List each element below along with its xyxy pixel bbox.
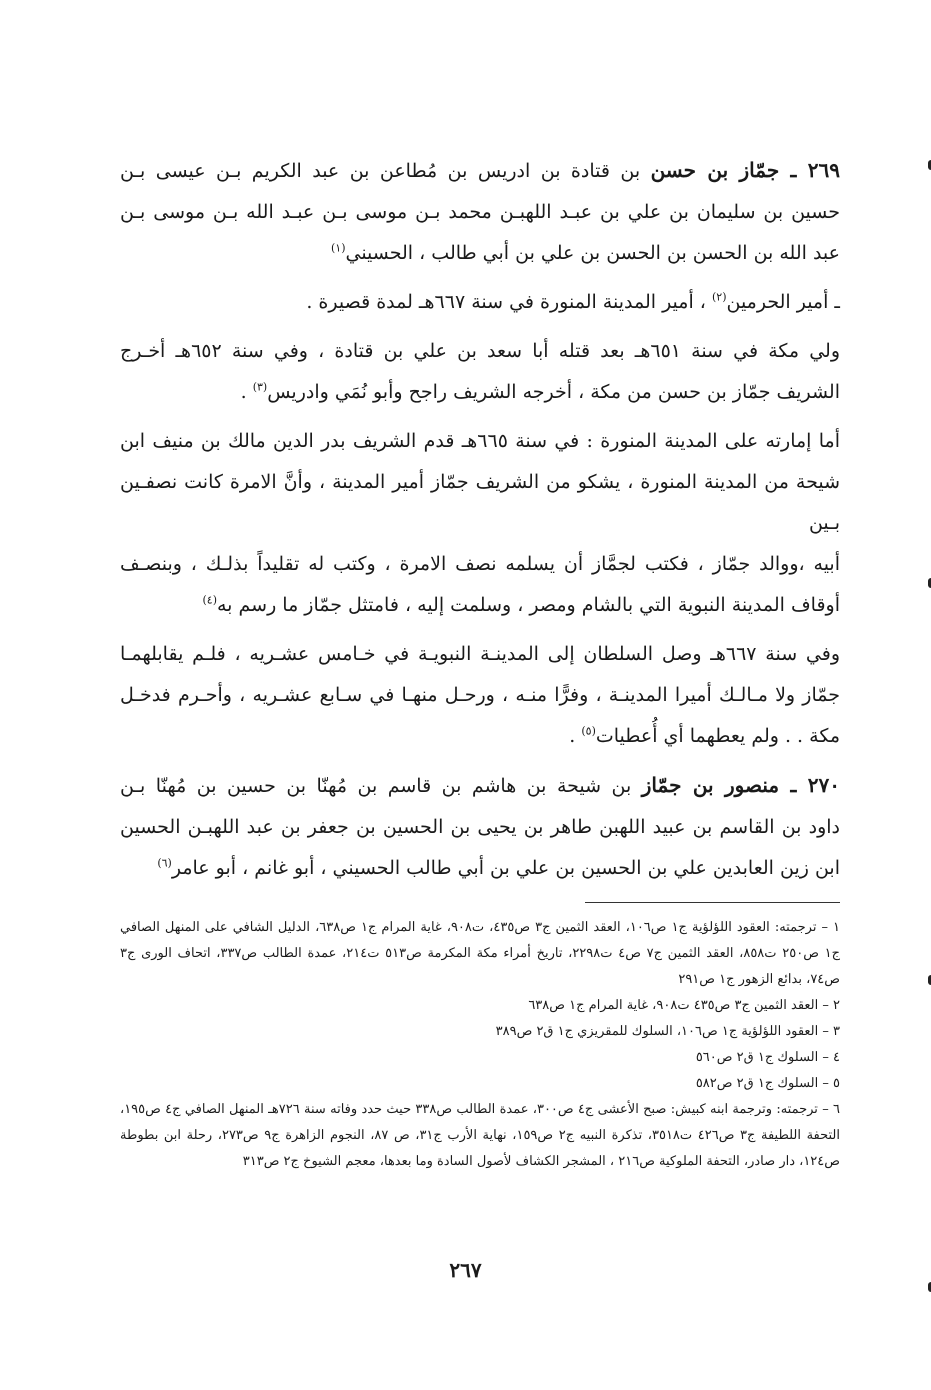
footnote-item: ١ – ترجمته: العقود اللؤلؤية ج١ ص١٠٦، العقد الثمين ج٣ ص٤٣٥، ت٩٠٨، غاية المرام ج١ ص٦٣٨، الدليل الشافي على المنهل الصافي ج١ ص٢٥٠ ت٨٥٨، العقد الثمين ج٧ ص٤ ت٢٢٩٨، تاريخ أمراء مكة المكرمة ص٥١٣ ت٢١٤، عمدة الطالب ص٣٣٧، اتحاف الورى ج٣ ص٧٤، بدائع الزهور ج١ ص٢٩١ xyxy=(120,920,840,987)
line-text-after: ، أمير المدينة المنورة في سنة ٦٦٧هـ لمدة قصيرة . xyxy=(306,291,712,313)
footnote-ref: (٣) xyxy=(252,380,268,394)
line-text: جمّاز ولا مـالـك أميرا المدينـة ، وفرًّا منـه ، ورحـل منهـا في سـابع عشـريه ، وأحـرم فدخـل xyxy=(120,684,840,706)
line-text: مكة . . ولم يعطهما أي أُعطيات xyxy=(595,725,840,747)
paragraph xyxy=(120,634,840,757)
footnote-item: ٤ – السلوك ج١ ق٢ ص٥٦٠ xyxy=(695,1050,840,1065)
text-line xyxy=(120,544,840,585)
paragraph xyxy=(120,282,840,323)
text-line xyxy=(120,150,840,192)
footnote-ref: (٢) xyxy=(711,290,727,304)
footnote-item: ٥ – السلوك ج١ ق٢ ص٥٨٢ xyxy=(695,1076,840,1091)
text-line xyxy=(120,331,840,372)
paragraph xyxy=(120,765,840,889)
text-line xyxy=(120,807,840,848)
line-text-after: . xyxy=(569,725,582,747)
line-text-after: . xyxy=(240,381,253,403)
footnote-item: ٣ – العقود اللؤلؤية ج١ ص١٠٦، السلوك للمقريزي ج١ ق٢ ص٣٨٩ xyxy=(495,1024,840,1039)
text-line xyxy=(120,233,840,274)
line-text: ولي مكة في سنة ٦٥١هـ بعد قتله أبا سعد بن علي بن قتادة ، وفي سنة ٦٥٢هـ أخـرج xyxy=(120,340,841,362)
footnote-ref: (٦) xyxy=(157,856,172,870)
paragraph xyxy=(120,331,840,413)
paragraph xyxy=(120,150,840,274)
text-line xyxy=(120,372,840,413)
line-text: بن قتادة بن ادريس بن مُطاعن بن عبد الكريم بـن عيسى بـن xyxy=(120,160,651,182)
line-text: أوقاف المدينة النبوية التي بالشام ومصر ، وسلمت إليه ، فامتثل جمّاز ما رسم به xyxy=(216,594,840,616)
entry-heading: ٢٧٠ ـ منصور بن جمّاز xyxy=(641,773,840,797)
text-line xyxy=(120,282,840,323)
footnote-separator xyxy=(585,902,840,903)
line-text: أبيه ،ووالد جمّاز ، فكتب لجمَّاز أن يسلمه نصف الامرة ، وكتب له تقليداً بذلـك ، وبنصـف xyxy=(120,553,840,575)
paragraph xyxy=(120,421,840,626)
page-number: ٢٦٧ xyxy=(449,1258,482,1282)
line-text: شيحة من المدينة المنورة ، يشكو من الشريف جمّاز أمير المدينة ، وأنَّ الامرة كانت نصفـين بـين xyxy=(120,471,840,534)
footnote-ref: (٤) xyxy=(202,593,217,607)
footnotes xyxy=(120,915,840,1175)
line-text: وفي سنة ٦٦٧هـ وصل السلطان إلى المدينـة النبويـة في خـامس عشـريه ، فلـم يقابلهمـا xyxy=(120,643,841,665)
text-line xyxy=(120,192,840,233)
footnote-ref: (١) xyxy=(330,241,346,255)
footnote-item: ٢ – العقد الثمين ج٣ ص٤٣٥ ت٩٠٨، غاية المرام ج١ ص٦٣٨ xyxy=(528,998,840,1013)
text-line xyxy=(120,716,840,757)
text-line xyxy=(120,421,840,462)
line-text: داود بن القاسم بن عبيد اللهبن طاهر بن يحيى بن الحسين بن جعفر بن عبد اللهبـن الحسين xyxy=(120,816,840,838)
line-text: أما إمارته على المدينة المنورة : في سنة ٦٦٥هـ قدم الشريف بدر الدين مالك بن منيف ابن xyxy=(120,430,840,452)
line-text: ـ أمير الحرمين xyxy=(726,291,840,313)
entry-heading: ٢٦٩ ـ جمّاز بن حسن xyxy=(650,158,840,182)
line-text: بن شيحة بن هاشم بن قاسم بن مُهنّا بن حسين بن مُهنّا بـن xyxy=(120,775,642,797)
text-line xyxy=(120,848,840,889)
line-text: الشريف جمّاز بن حسن من مكة ، أخرجه الشريف راجح وأبو نُمَي وادريس xyxy=(267,381,840,403)
text-line xyxy=(120,585,840,626)
text-line xyxy=(120,765,840,807)
text-line xyxy=(120,462,840,544)
text-line xyxy=(120,634,840,675)
line-text: ابن زين العابدين علي بن الحسين بن علي بن أبي طالب الحسيني ، أبو غانم ، أبو عامر xyxy=(171,857,840,879)
text-line xyxy=(120,675,840,716)
line-text: عبد الله بن الحسن بن الحسن بن علي بن أبي طالب ، الحسيني xyxy=(345,242,840,264)
line-text: حسين بن سليمان بن علي بن عبـد اللهبـن محمد بـن موسى بـن عبـد الله بـن موسى بـن xyxy=(120,201,840,223)
main-text xyxy=(120,150,840,897)
footnote-ref: (٥) xyxy=(581,724,596,738)
footnote-item: ٦ – ترجمته: وترجمة ابنه كبيش: صبح الأعشى ج٤ ص٣٠٠، عمدة الطالب ص٣٣٨ حيث حدد وفاته سنة ٧٢٦هـ المنهل الصافي ج٤ ص١٩٥، التحفة اللطيفة ج٣ ص٤٢٦ ت٣٥١٨، تذكرة النبيه ج٢ ص١٥٩، نهاية الأرب ج٣١، ص ٨٧، النجوم الزاهرة ج٩ ص٢٧٣، رحلة ابن بطوطة ص١٢٤، دار صادر، التحفة الملوكية ص٢١٦ ، المشجر الكشاف لأصول السادة وما بعدها، معجم الشيوخ ج٢ ص٣١٣ xyxy=(120,1102,840,1169)
